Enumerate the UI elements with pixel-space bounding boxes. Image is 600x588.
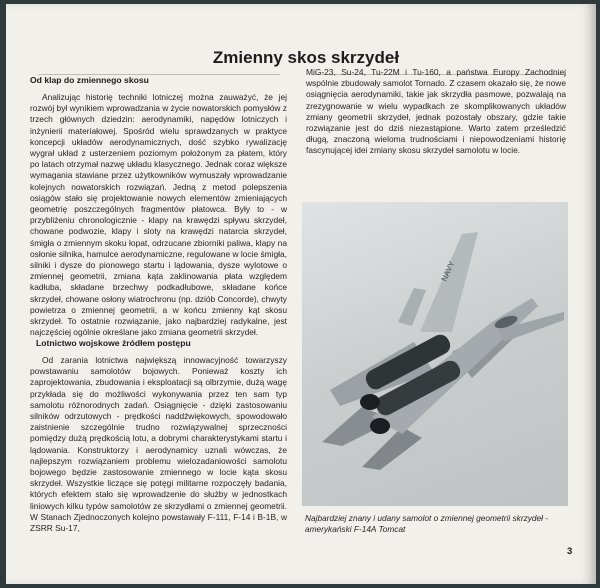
page-title: Zmienny skos skrzydeł [212, 48, 400, 67]
tail-marking: NAVY [439, 259, 457, 283]
vertical-tail-2 [398, 288, 426, 326]
page-number: 3 [567, 546, 573, 557]
section-body-2: Od zarania lotnictwa największą innowacyjność towarzyszy powstawaniu samolotów bojowych. Ponieważ koszty ich zaprojektowania, zbudowania i eksploatacji są olbrzymie, dużą wagę przykłada się do możliwości wykonywania przez ten sam typ samolotu różnorodnych zadań. Osiągnięcie - dzięki zastosowaniu silników odrzutowych - prędkości naddźwiękowych, spowodowało zaistnienie szczególnie trudno rozwiązywalnej sprzeczności pomiędzy dużą prędkością lotu, a dobrymi charakterystykami startu i lądowania. Konstruktorzy i aerodynamicy uznali wówczas, że najlepszym rozwiązaniem problemu wielozadaniowości samolotu bojowego będzie zastosowanie zmiennego w locie kąta skosu skrzydeł. Wszystkie liczące się potęgi militarne rozpoczęły badania, których efektem stało się wprowadzenie do służby w jednostkach liniowych kilku typów samolotów ze skrzydłami o zmiennej geometrii. W Stanach Zjednoczonych kolejno powstawały F-111, F-14 i B-1B, w ZSRR Su-17, [30, 355, 287, 534]
left-exhaust [360, 394, 380, 410]
book-page [6, 4, 596, 584]
section-body-2-continued: MiG-23, Su-24, Tu-22M i Tu-160, a państwa Europy Zachodniej wspólnie zbudowały samolot Tornado. Z czasem okazało się, że nowe osiągnięcia aerodynamiki, takie jak skrzydła pasmowe, pozwalają na zrezygnowanie w wielu wypadkach ze skomplikowanych układów zmiany geometrii skrzydeł, jednak pozostały obszary, gdzie takie rozwiązanie jest do dziś niezastąpione. Warto zatem prześledzić długą, znaczoną wieloma trudnościami i niepowodzeniami historię fascynującej idei zmiany skosu skrzydeł samolotu w locie. [306, 67, 566, 156]
section-body-1: Analizując historię techniki lotniczej można zauważyć, że jej rozwój był wynikiem wprowadzania w życie nowatorskich pomysłów z trzech głównych dziedzin: aerodynamiki, napędów lotniczych i inżynierii materiałowej. Spośród wielu sprawdzanych w praktyce koncepcji układów aerodynamicznych, dość szybko rywalizację wygrał układ z usterzeniem poziomym położonym za płatem, który po latach otrzymał nazwę układu klasycznego. Jednak coraz większe wymagania stawiane przez użytkowników wymuszały wprowadzanie kolejnych nowatorskich rozwiązań. Jedną z metod polepszenia osiągów stało się projektowanie nowych elementów zmieniających geometrię poszczególnych fragmentów płatowca. Były to - w przybliżeniu chronologicznie - klapy na krawędzi spływu skrzydeł, chowane podwozie, klapy i sloty na krawędzi natarcia skrzydeł, śmigła o zmiennym skoku łopat, odrzucane zbiorniki paliwa, klapy na osłonie silnika, hamulce aerodynamiczne, regulowane w locie śmigła, silniki i dysze do pionowego startu i lądowania, dysze wylotowe o zmiennej geometrii, zmiana kąta zaklinowania płata względem kadłuba, składane brzechwy podkadłubowe, składane końce skrzydeł, chowane osłony wiatrochronu (np. dziób Concorde), chwyty powietrza o zmiennej geometrii, a w końcu zmienny kąt skosu skrzydeł. To ostatnie rozwiązanie, jako najbardziej radykalne, jest najczęściej ogólnie określane jako zmiana geometrii skrzydeł. [30, 92, 287, 338]
photo-caption: Najbardziej znany i udany samolot o zmiennej geometrii skrzydeł - amerykański F-14A Tomcat [305, 513, 549, 534]
vertical-tail-1 [420, 232, 478, 332]
section-heading-1: Od klap do zmiennego skosu [30, 75, 149, 85]
f14-tomcat-photo [302, 202, 568, 506]
right-stabilizer [362, 427, 422, 470]
section-heading-2: Lotnictwo wojskowe źródłem postępu [36, 338, 191, 348]
right-exhaust [370, 418, 390, 434]
